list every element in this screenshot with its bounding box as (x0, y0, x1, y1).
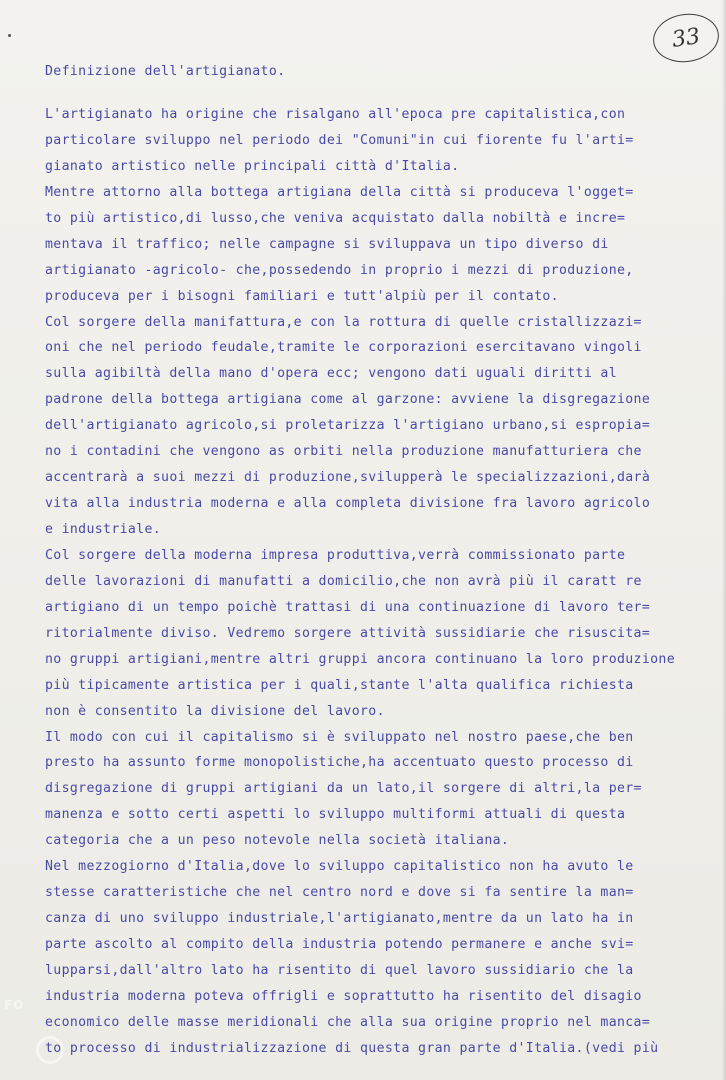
text-line: Nel mezzogiorno d'Italia,dove lo sviluppo capitalistico non ha avuto le (45, 859, 634, 875)
text-line: particolare sviluppo nel periodo dei "Comuni"in cui fiorente fu l'arti= (45, 132, 634, 148)
text-line: padrone della bottega artigiana come al garzone: avviene la disgregazione (45, 392, 651, 408)
text-line: delle lavorazioni di manufatti a domicilio,che non avrà più il caratt re (45, 573, 642, 589)
text-line: produceva per i bisogni familiari e tutt'alpiù per il contato. (45, 288, 559, 304)
text-line: oni che nel periodo feudale,tramite le corporazioni esercitavano vingoli (45, 340, 642, 356)
text-line: no i contadini che vengono as orbiti nella produzione manufatturiera che (45, 444, 642, 460)
text-line: gianato artistico nelle principali città d'Italia. (45, 158, 460, 174)
ink-speck (8, 34, 11, 37)
archive-watermark: FO (4, 998, 25, 1012)
text-line: manenza e sotto certi aspetti lo sviluppo multiformi attuali di questa (45, 807, 626, 823)
page-number-text: 33 (670, 23, 702, 53)
document-title: Definizione dell'artigianato. (45, 64, 286, 79)
text-line: e industriale. (45, 522, 162, 537)
text-line: stesse caratteristiche che nel centro nord e dove si fa sentire la man= (45, 885, 634, 901)
text-line: parte ascolto al compito della industria potendo permanere e anche svi= (45, 937, 634, 952)
text-line: accentrarà a suoi mezzi di produzione,svilupperà le specializzazioni,darà (45, 470, 651, 486)
text-line: L'artigianato ha origine che risalgano all'epoca pre capitalistica,con (45, 107, 626, 122)
text-line: sulla agibiltà della mano d'opera ecc; vengono dati uguali diritti al (45, 366, 617, 382)
page-edge-shadow (722, 0, 726, 1080)
text-line: vita alla industria moderna e alla completa divisione fra lavoro agricolo (45, 496, 651, 512)
text-line: dell'artigianato agricolo,si proletarizza l'artigiano urbano,si espropia= (45, 418, 651, 434)
text-line: Il modo con cui il capitalismo si è sviluppato nel nostro paese,che ben (45, 729, 634, 745)
text-line: to più artistico,di lusso,che veniva acquistato dalla nobiltà e incre= (45, 210, 626, 226)
handwritten-page-number (650, 10, 722, 67)
text-line: mentava il traffico; nelle campagne si sviluppava un tipo diverso di (45, 236, 609, 252)
text-line: Col sorgere della moderna impresa produttiva,verrà commissionato parte (45, 547, 626, 563)
text-line: disgregazione di gruppi artigiani da un lato,il sorgere di altri,la per= (45, 781, 642, 797)
text-line: industria moderna poteva offrigli e soprattutto ha risentito del disagio (45, 988, 642, 1004)
text-line: economico delle masse meridionali che alla sua origine proprio nel manca= (45, 1014, 651, 1030)
text-line: to processo di industrializzazione di questa gran parte d'Italia.(vedi più (45, 1040, 659, 1056)
watermark-logo-icon (36, 1036, 64, 1064)
text-line: ritorialmente diviso. Vedremo sorgere attività sussidiarie che risuscita= (45, 625, 651, 641)
text-line: artigianato -agricolo- che,possedendo in proprio i mezzi di produzione, (45, 262, 634, 278)
text-line: non è consentito la divisione del lavoro. (45, 703, 385, 719)
text-line: lupparsi,dall'altro lato ha risentito di quel lavoro sussidiario che la (45, 962, 634, 978)
text-line: Mentre attorno alla bottega artigiana della città si produceva l'ogget= (45, 184, 634, 200)
text-line: canza di uno sviluppo industriale,l'artigianato,mentre da un lato ha in (45, 911, 634, 927)
text-line: presto ha assunto forme monopolistiche,ha accentuato questo processo di (45, 755, 634, 771)
text-line: no gruppi artigiani,mentre altri gruppi ancora continuano la loro produzione (45, 651, 676, 667)
text-line: categoria che a un peso notevole nella società italiana. (45, 833, 510, 849)
text-line: artigiano di un tempo poichè trattasi di una continuazione di lavoro ter= (45, 599, 651, 615)
text-line: Col sorgere della manifattura,e con la rottura di quelle cristallizzazi= (45, 314, 642, 330)
text-line: più tipicamente artistica per i quali,stante l'alta qualifica richiesta (45, 677, 634, 693)
body-text (45, 102, 675, 1062)
